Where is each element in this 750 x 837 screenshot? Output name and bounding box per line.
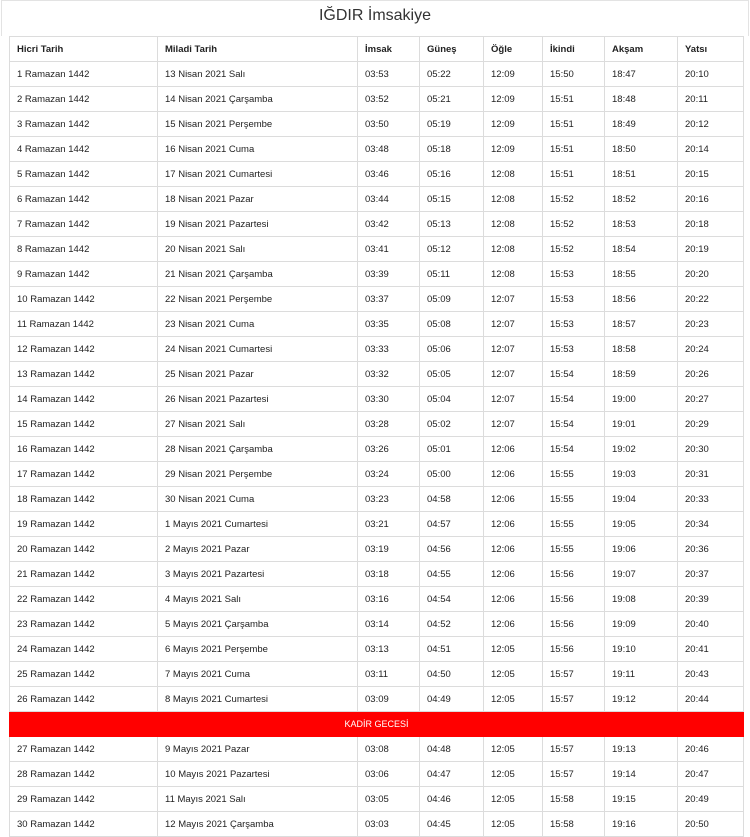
cell-imsak: 03:24 bbox=[358, 462, 420, 487]
cell-aksam: 18:49 bbox=[605, 112, 678, 137]
cell-ikindi: 15:53 bbox=[543, 287, 605, 312]
cell-aksam: 18:59 bbox=[605, 362, 678, 387]
cell-yatsi: 20:46 bbox=[678, 737, 744, 762]
table-row bbox=[10, 762, 744, 787]
cell-gunes: 04:47 bbox=[420, 762, 484, 787]
cell-ikindi: 15:51 bbox=[543, 137, 605, 162]
cell-gunes: 04:57 bbox=[420, 512, 484, 537]
cell-gunes: 04:46 bbox=[420, 787, 484, 812]
table-row bbox=[10, 212, 744, 237]
cell-yatsi: 20:29 bbox=[678, 412, 744, 437]
table-row bbox=[10, 187, 744, 212]
cell-ikindi: 15:54 bbox=[543, 412, 605, 437]
cell-gunes: 05:04 bbox=[420, 387, 484, 412]
cell-ikindi: 15:58 bbox=[543, 787, 605, 812]
cell-ogle: 12:06 bbox=[484, 487, 543, 512]
cell-yatsi: 20:30 bbox=[678, 437, 744, 462]
cell-ogle: 12:07 bbox=[484, 287, 543, 312]
cell-imsak: 03:18 bbox=[358, 562, 420, 587]
cell-ikindi: 15:57 bbox=[543, 662, 605, 687]
cell-imsak: 03:33 bbox=[358, 337, 420, 362]
cell-ikindi: 15:55 bbox=[543, 487, 605, 512]
cell-ogle: 12:06 bbox=[484, 462, 543, 487]
cell-ogle: 12:07 bbox=[484, 387, 543, 412]
cell-aksam: 18:53 bbox=[605, 212, 678, 237]
cell-aksam: 19:14 bbox=[605, 762, 678, 787]
cell-hicri: 6 Ramazan 1442 bbox=[10, 187, 158, 212]
cell-yatsi: 20:18 bbox=[678, 212, 744, 237]
page-title: IĞDIR İmsakiye bbox=[1, 0, 749, 36]
cell-hicri: 4 Ramazan 1442 bbox=[10, 137, 158, 162]
cell-miladi: 14 Nisan 2021 Çarşamba bbox=[158, 87, 358, 112]
table-row bbox=[10, 337, 744, 362]
cell-hicri: 26 Ramazan 1442 bbox=[10, 687, 158, 712]
table-row bbox=[10, 562, 744, 587]
cell-yatsi: 20:39 bbox=[678, 587, 744, 612]
cell-aksam: 19:06 bbox=[605, 537, 678, 562]
cell-yatsi: 20:15 bbox=[678, 162, 744, 187]
cell-gunes: 04:54 bbox=[420, 587, 484, 612]
cell-ogle: 12:06 bbox=[484, 562, 543, 587]
cell-miladi: 19 Nisan 2021 Pazartesi bbox=[158, 212, 358, 237]
cell-imsak: 03:30 bbox=[358, 387, 420, 412]
cell-yatsi: 20:16 bbox=[678, 187, 744, 212]
cell-ikindi: 15:53 bbox=[543, 312, 605, 337]
table-row bbox=[10, 137, 744, 162]
imsakiye-page bbox=[1, 0, 749, 837]
cell-miladi: 27 Nisan 2021 Salı bbox=[158, 412, 358, 437]
table-row bbox=[10, 587, 744, 612]
cell-hicri: 27 Ramazan 1442 bbox=[10, 737, 158, 762]
table-row bbox=[10, 287, 744, 312]
cell-yatsi: 20:24 bbox=[678, 337, 744, 362]
cell-miladi: 17 Nisan 2021 Cumartesi bbox=[158, 162, 358, 187]
table-row bbox=[10, 262, 744, 287]
cell-miladi: 16 Nisan 2021 Cuma bbox=[158, 137, 358, 162]
cell-gunes: 05:08 bbox=[420, 312, 484, 337]
cell-miladi: 22 Nisan 2021 Perşembe bbox=[158, 287, 358, 312]
cell-imsak: 03:23 bbox=[358, 487, 420, 512]
cell-imsak: 03:35 bbox=[358, 312, 420, 337]
table-row bbox=[10, 362, 744, 387]
table-row bbox=[10, 787, 744, 812]
cell-imsak: 03:37 bbox=[358, 287, 420, 312]
cell-ogle: 12:09 bbox=[484, 62, 543, 87]
cell-hicri: 21 Ramazan 1442 bbox=[10, 562, 158, 587]
cell-imsak: 03:06 bbox=[358, 762, 420, 787]
cell-ogle: 12:05 bbox=[484, 812, 543, 837]
table-row bbox=[10, 637, 744, 662]
cell-hicri: 8 Ramazan 1442 bbox=[10, 237, 158, 262]
cell-imsak: 03:13 bbox=[358, 637, 420, 662]
cell-ogle: 12:05 bbox=[484, 687, 543, 712]
cell-ogle: 12:05 bbox=[484, 737, 543, 762]
table-row bbox=[10, 487, 744, 512]
cell-imsak: 03:19 bbox=[358, 537, 420, 562]
cell-aksam: 19:01 bbox=[605, 412, 678, 437]
cell-gunes: 04:55 bbox=[420, 562, 484, 587]
cell-yatsi: 20:11 bbox=[678, 87, 744, 112]
cell-aksam: 19:13 bbox=[605, 737, 678, 762]
cell-ikindi: 15:55 bbox=[543, 512, 605, 537]
table-row bbox=[10, 537, 744, 562]
cell-aksam: 19:07 bbox=[605, 562, 678, 587]
cell-ogle: 12:06 bbox=[484, 537, 543, 562]
table-row bbox=[10, 162, 744, 187]
cell-ogle: 12:05 bbox=[484, 662, 543, 687]
cell-gunes: 05:16 bbox=[420, 162, 484, 187]
cell-hicri: 14 Ramazan 1442 bbox=[10, 387, 158, 412]
cell-gunes: 05:09 bbox=[420, 287, 484, 312]
header-imsak: İmsak bbox=[358, 37, 420, 62]
cell-hicri: 3 Ramazan 1442 bbox=[10, 112, 158, 137]
cell-gunes: 04:58 bbox=[420, 487, 484, 512]
cell-aksam: 19:09 bbox=[605, 612, 678, 637]
cell-aksam: 19:05 bbox=[605, 512, 678, 537]
cell-ogle: 12:09 bbox=[484, 87, 543, 112]
cell-ogle: 12:08 bbox=[484, 237, 543, 262]
cell-hicri: 23 Ramazan 1442 bbox=[10, 612, 158, 637]
table-row bbox=[10, 62, 744, 87]
cell-gunes: 05:05 bbox=[420, 362, 484, 387]
cell-imsak: 03:03 bbox=[358, 812, 420, 837]
cell-imsak: 03:32 bbox=[358, 362, 420, 387]
cell-yatsi: 20:40 bbox=[678, 612, 744, 637]
cell-gunes: 04:52 bbox=[420, 612, 484, 637]
cell-hicri: 9 Ramazan 1442 bbox=[10, 262, 158, 287]
cell-aksam: 18:52 bbox=[605, 187, 678, 212]
cell-aksam: 18:56 bbox=[605, 287, 678, 312]
cell-miladi: 4 Mayıs 2021 Salı bbox=[158, 587, 358, 612]
cell-ikindi: 15:54 bbox=[543, 387, 605, 412]
cell-yatsi: 20:37 bbox=[678, 562, 744, 587]
cell-ikindi: 15:57 bbox=[543, 687, 605, 712]
cell-yatsi: 20:34 bbox=[678, 512, 744, 537]
cell-miladi: 20 Nisan 2021 Salı bbox=[158, 237, 358, 262]
cell-miladi: 10 Mayıs 2021 Pazartesi bbox=[158, 762, 358, 787]
cell-ogle: 12:05 bbox=[484, 762, 543, 787]
cell-imsak: 03:46 bbox=[358, 162, 420, 187]
cell-imsak: 03:41 bbox=[358, 237, 420, 262]
cell-miladi: 8 Mayıs 2021 Cumartesi bbox=[158, 687, 358, 712]
cell-ikindi: 15:57 bbox=[543, 737, 605, 762]
cell-hicri: 15 Ramazan 1442 bbox=[10, 412, 158, 437]
cell-hicri: 25 Ramazan 1442 bbox=[10, 662, 158, 687]
cell-yatsi: 20:14 bbox=[678, 137, 744, 162]
cell-ogle: 12:07 bbox=[484, 412, 543, 437]
table-row bbox=[10, 687, 744, 712]
cell-yatsi: 20:47 bbox=[678, 762, 744, 787]
cell-ogle: 12:06 bbox=[484, 612, 543, 637]
cell-ikindi: 15:57 bbox=[543, 762, 605, 787]
cell-miladi: 29 Nisan 2021 Perşembe bbox=[158, 462, 358, 487]
cell-gunes: 05:02 bbox=[420, 412, 484, 437]
cell-ogle: 12:08 bbox=[484, 187, 543, 212]
cell-aksam: 19:16 bbox=[605, 812, 678, 837]
cell-gunes: 05:22 bbox=[420, 62, 484, 87]
header-aksam: Akşam bbox=[605, 37, 678, 62]
cell-imsak: 03:05 bbox=[358, 787, 420, 812]
cell-gunes: 04:48 bbox=[420, 737, 484, 762]
cell-ogle: 12:08 bbox=[484, 212, 543, 237]
cell-imsak: 03:52 bbox=[358, 87, 420, 112]
cell-imsak: 03:11 bbox=[358, 662, 420, 687]
cell-ogle: 12:05 bbox=[484, 787, 543, 812]
cell-gunes: 05:12 bbox=[420, 237, 484, 262]
cell-miladi: 15 Nisan 2021 Perşembe bbox=[158, 112, 358, 137]
cell-ogle: 12:07 bbox=[484, 362, 543, 387]
cell-imsak: 03:28 bbox=[358, 412, 420, 437]
cell-yatsi: 20:41 bbox=[678, 637, 744, 662]
cell-imsak: 03:42 bbox=[358, 212, 420, 237]
table-row bbox=[10, 462, 744, 487]
cell-yatsi: 20:26 bbox=[678, 362, 744, 387]
cell-gunes: 05:19 bbox=[420, 112, 484, 137]
cell-ogle: 12:05 bbox=[484, 637, 543, 662]
cell-ogle: 12:06 bbox=[484, 587, 543, 612]
cell-hicri: 22 Ramazan 1442 bbox=[10, 587, 158, 612]
cell-gunes: 04:51 bbox=[420, 637, 484, 662]
table-header-row bbox=[10, 37, 744, 62]
cell-ikindi: 15:51 bbox=[543, 112, 605, 137]
cell-aksam: 19:03 bbox=[605, 462, 678, 487]
cell-hicri: 30 Ramazan 1442 bbox=[10, 812, 158, 837]
cell-gunes: 05:11 bbox=[420, 262, 484, 287]
cell-ikindi: 15:56 bbox=[543, 562, 605, 587]
cell-hicri: 20 Ramazan 1442 bbox=[10, 537, 158, 562]
cell-ogle: 12:08 bbox=[484, 262, 543, 287]
cell-hicri: 1 Ramazan 1442 bbox=[10, 62, 158, 87]
cell-gunes: 04:45 bbox=[420, 812, 484, 837]
cell-ikindi: 15:56 bbox=[543, 587, 605, 612]
cell-aksam: 18:50 bbox=[605, 137, 678, 162]
table-row bbox=[10, 237, 744, 262]
cell-hicri: 19 Ramazan 1442 bbox=[10, 512, 158, 537]
kadir-gecesi-row bbox=[10, 712, 744, 737]
cell-hicri: 29 Ramazan 1442 bbox=[10, 787, 158, 812]
cell-aksam: 18:55 bbox=[605, 262, 678, 287]
cell-ikindi: 15:51 bbox=[543, 162, 605, 187]
table-row bbox=[10, 612, 744, 637]
cell-ikindi: 15:53 bbox=[543, 337, 605, 362]
cell-gunes: 04:49 bbox=[420, 687, 484, 712]
cell-hicri: 24 Ramazan 1442 bbox=[10, 637, 158, 662]
cell-hicri: 18 Ramazan 1442 bbox=[10, 487, 158, 512]
cell-aksam: 18:57 bbox=[605, 312, 678, 337]
cell-ikindi: 15:58 bbox=[543, 812, 605, 837]
header-yatsi: Yatsı bbox=[678, 37, 744, 62]
cell-miladi: 28 Nisan 2021 Çarşamba bbox=[158, 437, 358, 462]
cell-miladi: 1 Mayıs 2021 Cumartesi bbox=[158, 512, 358, 537]
cell-imsak: 03:08 bbox=[358, 737, 420, 762]
cell-imsak: 03:39 bbox=[358, 262, 420, 287]
cell-hicri: 10 Ramazan 1442 bbox=[10, 287, 158, 312]
table-row bbox=[10, 312, 744, 337]
cell-yatsi: 20:49 bbox=[678, 787, 744, 812]
header-hicri: Hicri Tarih bbox=[10, 37, 158, 62]
cell-miladi: 7 Mayıs 2021 Cuma bbox=[158, 662, 358, 687]
cell-gunes: 05:21 bbox=[420, 87, 484, 112]
cell-miladi: 30 Nisan 2021 Cuma bbox=[158, 487, 358, 512]
cell-ikindi: 15:54 bbox=[543, 362, 605, 387]
header-ogle: Öğle bbox=[484, 37, 543, 62]
cell-hicri: 11 Ramazan 1442 bbox=[10, 312, 158, 337]
cell-imsak: 03:16 bbox=[358, 587, 420, 612]
cell-ikindi: 15:52 bbox=[543, 212, 605, 237]
cell-hicri: 7 Ramazan 1442 bbox=[10, 212, 158, 237]
cell-gunes: 05:06 bbox=[420, 337, 484, 362]
cell-ogle: 12:07 bbox=[484, 312, 543, 337]
cell-miladi: 26 Nisan 2021 Pazartesi bbox=[158, 387, 358, 412]
cell-imsak: 03:09 bbox=[358, 687, 420, 712]
kadir-gecesi-label: KADİR GECESİ bbox=[10, 712, 744, 737]
table-row bbox=[10, 87, 744, 112]
cell-ogle: 12:09 bbox=[484, 112, 543, 137]
cell-hicri: 17 Ramazan 1442 bbox=[10, 462, 158, 487]
table-row bbox=[10, 437, 744, 462]
cell-aksam: 19:10 bbox=[605, 637, 678, 662]
cell-aksam: 19:02 bbox=[605, 437, 678, 462]
cell-miladi: 3 Mayıs 2021 Pazartesi bbox=[158, 562, 358, 587]
cell-miladi: 25 Nisan 2021 Pazar bbox=[158, 362, 358, 387]
cell-miladi: 18 Nisan 2021 Pazar bbox=[158, 187, 358, 212]
cell-aksam: 18:48 bbox=[605, 87, 678, 112]
cell-yatsi: 20:44 bbox=[678, 687, 744, 712]
cell-imsak: 03:26 bbox=[358, 437, 420, 462]
cell-ikindi: 15:56 bbox=[543, 612, 605, 637]
table-row bbox=[10, 737, 744, 762]
cell-ikindi: 15:50 bbox=[543, 62, 605, 87]
cell-yatsi: 20:19 bbox=[678, 237, 744, 262]
cell-hicri: 28 Ramazan 1442 bbox=[10, 762, 158, 787]
cell-aksam: 19:00 bbox=[605, 387, 678, 412]
cell-imsak: 03:14 bbox=[358, 612, 420, 637]
cell-ikindi: 15:55 bbox=[543, 462, 605, 487]
cell-yatsi: 20:31 bbox=[678, 462, 744, 487]
cell-imsak: 03:53 bbox=[358, 62, 420, 87]
cell-aksam: 19:15 bbox=[605, 787, 678, 812]
cell-ikindi: 15:56 bbox=[543, 637, 605, 662]
cell-ogle: 12:06 bbox=[484, 437, 543, 462]
cell-ikindi: 15:53 bbox=[543, 262, 605, 287]
cell-aksam: 19:11 bbox=[605, 662, 678, 687]
cell-hicri: 5 Ramazan 1442 bbox=[10, 162, 158, 187]
imsakiye-table bbox=[9, 36, 744, 837]
table-row bbox=[10, 812, 744, 837]
cell-yatsi: 20:50 bbox=[678, 812, 744, 837]
cell-gunes: 05:01 bbox=[420, 437, 484, 462]
cell-hicri: 16 Ramazan 1442 bbox=[10, 437, 158, 462]
cell-imsak: 03:48 bbox=[358, 137, 420, 162]
cell-yatsi: 20:43 bbox=[678, 662, 744, 687]
cell-yatsi: 20:36 bbox=[678, 537, 744, 562]
header-ikindi: İkindi bbox=[543, 37, 605, 62]
cell-yatsi: 20:27 bbox=[678, 387, 744, 412]
table-row bbox=[10, 112, 744, 137]
cell-aksam: 18:47 bbox=[605, 62, 678, 87]
cell-miladi: 24 Nisan 2021 Cumartesi bbox=[158, 337, 358, 362]
cell-aksam: 19:04 bbox=[605, 487, 678, 512]
cell-gunes: 05:00 bbox=[420, 462, 484, 487]
cell-ogle: 12:06 bbox=[484, 512, 543, 537]
cell-ikindi: 15:52 bbox=[543, 187, 605, 212]
cell-yatsi: 20:10 bbox=[678, 62, 744, 87]
cell-miladi: 6 Mayıs 2021 Perşembe bbox=[158, 637, 358, 662]
cell-imsak: 03:50 bbox=[358, 112, 420, 137]
table-row bbox=[10, 512, 744, 537]
cell-miladi: 5 Mayıs 2021 Çarşamba bbox=[158, 612, 358, 637]
cell-aksam: 19:08 bbox=[605, 587, 678, 612]
cell-yatsi: 20:23 bbox=[678, 312, 744, 337]
cell-ogle: 12:07 bbox=[484, 337, 543, 362]
cell-yatsi: 20:12 bbox=[678, 112, 744, 137]
cell-yatsi: 20:33 bbox=[678, 487, 744, 512]
cell-gunes: 05:18 bbox=[420, 137, 484, 162]
cell-ikindi: 15:52 bbox=[543, 237, 605, 262]
table-row bbox=[10, 412, 744, 437]
cell-gunes: 05:13 bbox=[420, 212, 484, 237]
cell-ogle: 12:09 bbox=[484, 137, 543, 162]
cell-hicri: 2 Ramazan 1442 bbox=[10, 87, 158, 112]
cell-imsak: 03:44 bbox=[358, 187, 420, 212]
cell-gunes: 04:56 bbox=[420, 537, 484, 562]
cell-aksam: 18:54 bbox=[605, 237, 678, 262]
cell-miladi: 21 Nisan 2021 Çarşamba bbox=[158, 262, 358, 287]
cell-gunes: 05:15 bbox=[420, 187, 484, 212]
cell-miladi: 13 Nisan 2021 Salı bbox=[158, 62, 358, 87]
cell-aksam: 19:12 bbox=[605, 687, 678, 712]
cell-hicri: 13 Ramazan 1442 bbox=[10, 362, 158, 387]
cell-ikindi: 15:54 bbox=[543, 437, 605, 462]
cell-aksam: 18:58 bbox=[605, 337, 678, 362]
cell-gunes: 04:50 bbox=[420, 662, 484, 687]
cell-hicri: 12 Ramazan 1442 bbox=[10, 337, 158, 362]
cell-miladi: 2 Mayıs 2021 Pazar bbox=[158, 537, 358, 562]
cell-miladi: 9 Mayıs 2021 Pazar bbox=[158, 737, 358, 762]
table-row bbox=[10, 387, 744, 412]
cell-aksam: 18:51 bbox=[605, 162, 678, 187]
cell-ogle: 12:08 bbox=[484, 162, 543, 187]
header-miladi: Miladi Tarih bbox=[158, 37, 358, 62]
cell-yatsi: 20:22 bbox=[678, 287, 744, 312]
table-body bbox=[10, 62, 744, 837]
cell-ikindi: 15:51 bbox=[543, 87, 605, 112]
cell-miladi: 23 Nisan 2021 Cuma bbox=[158, 312, 358, 337]
cell-miladi: 11 Mayıs 2021 Salı bbox=[158, 787, 358, 812]
header-gunes: Güneş bbox=[420, 37, 484, 62]
cell-miladi: 12 Mayıs 2021 Çarşamba bbox=[158, 812, 358, 837]
cell-imsak: 03:21 bbox=[358, 512, 420, 537]
cell-yatsi: 20:20 bbox=[678, 262, 744, 287]
table-row bbox=[10, 662, 744, 687]
cell-ikindi: 15:55 bbox=[543, 537, 605, 562]
